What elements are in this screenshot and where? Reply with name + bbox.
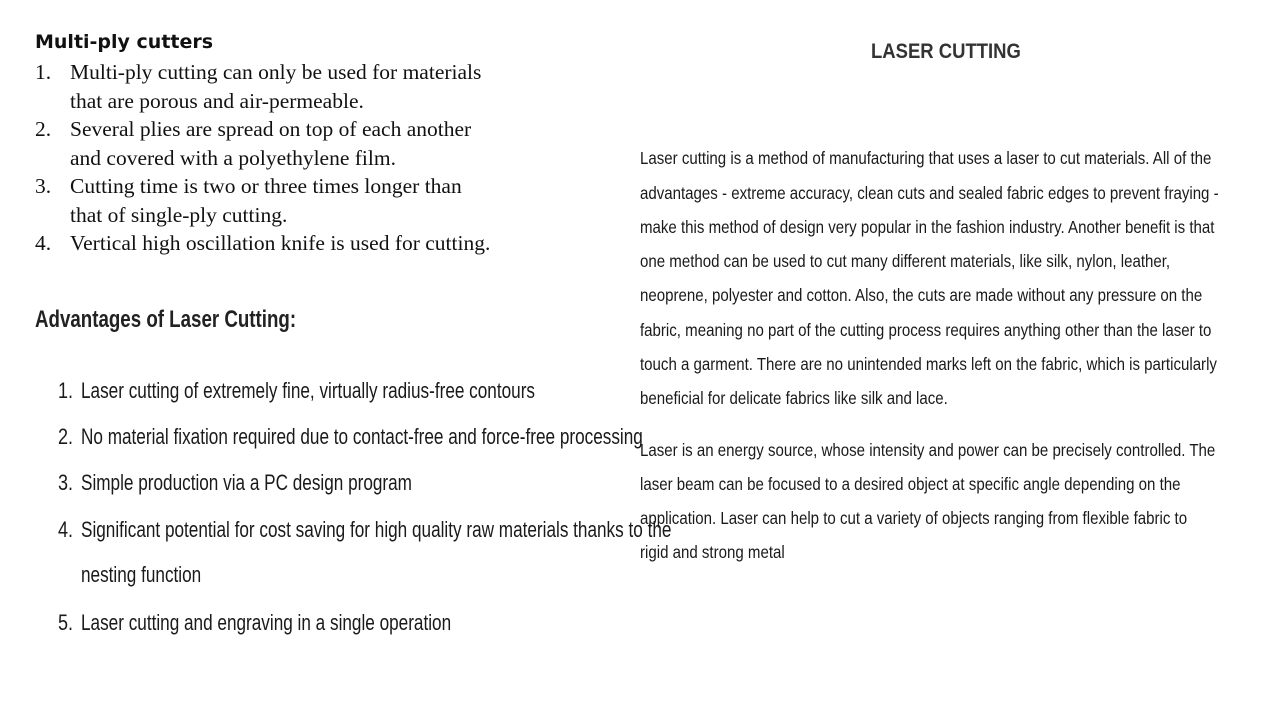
- advantage-number: 3.: [58, 470, 74, 495]
- list-item: [35, 115, 595, 172]
- advantage-text: Simple production via a PC design program: [81, 470, 412, 495]
- list-item: [35, 58, 595, 115]
- laser-cutting-title: LASER CUTTING: [871, 40, 1021, 63]
- item-number: 4.: [35, 231, 52, 255]
- advantage-text: No material fixation required due to contact-free and force-free processing: [81, 424, 643, 449]
- list-item: [35, 172, 595, 229]
- advantage-text: Laser cutting of extremely fine, virtually radius-free contours: [81, 378, 535, 403]
- item-text-line: and covered with a polyethylene film.: [70, 145, 396, 170]
- advantages-heading: Advantages of Laser Cutting:: [35, 306, 297, 333]
- item-text-line: that of single-ply cutting.: [70, 202, 288, 227]
- advantage-text: Laser cutting and engraving in a single operation: [81, 610, 452, 635]
- paragraph-line: touch a garment. There are no unintended marks left on the fabric, which is particularly: [640, 354, 1217, 374]
- advantage-text: nesting function: [81, 562, 202, 587]
- list-item: [35, 229, 595, 258]
- item-number: 1.: [35, 60, 52, 84]
- paragraph-line: neoprene, polyester and cotton. Also, the cuts are made without any pressure on the: [640, 285, 1203, 305]
- multi-ply-heading: Multi-ply cutters: [35, 31, 214, 53]
- paragraph-line: advantages - extreme accuracy, clean cuts and sealed fabric edges to prevent fraying -: [640, 183, 1219, 203]
- paragraph-line: beneficial for delicate fabrics like silk and lace.: [640, 388, 948, 408]
- item-text-line: Multi-ply cutting can only be used for materials: [70, 60, 482, 84]
- advantage-text: Significant potential for cost saving for high quality raw materials thanks to the: [81, 517, 672, 542]
- paragraph-line: fabric, meaning no part of the cutting process requires anything other than the laser to: [640, 320, 1212, 340]
- paragraph-line: rigid and strong metal: [640, 542, 785, 562]
- item-number: 2.: [35, 117, 52, 141]
- advantage-number: 1.: [58, 378, 74, 403]
- item-text-line: Cutting time is two or three times longer than: [70, 174, 462, 198]
- item-text-line: Vertical high oscillation knife is used for cutting.: [70, 231, 491, 255]
- item-text-line: Several plies are spread on top of each another: [70, 117, 472, 141]
- paragraph-line: make this method of design very popular in the fashion industry. Another benefit is that: [640, 217, 1215, 237]
- paragraph-line: Laser is an energy source, whose intensity and power can be precisely controlled. The: [640, 440, 1216, 460]
- item-text-line: that are porous and air-permeable.: [70, 88, 364, 113]
- multi-ply-list: [35, 58, 595, 258]
- item-number: 3.: [35, 174, 52, 198]
- advantage-number: 4.: [58, 517, 74, 542]
- paragraph-line: application. Laser can help to cut a variety of objects ranging from flexible fabric to: [640, 508, 1188, 528]
- paragraph-line: laser beam can be focused to a desired object at specific angle depending on the: [640, 474, 1181, 494]
- advantage-number: 5.: [58, 610, 74, 635]
- advantage-number: 2.: [58, 424, 74, 449]
- paragraph-line: Laser cutting is a method of manufacturing that uses a laser to cut materials. All of the: [640, 148, 1212, 168]
- paragraph-line: one method can be used to cut many different materials, like silk, nylon, leather,: [640, 251, 1171, 271]
